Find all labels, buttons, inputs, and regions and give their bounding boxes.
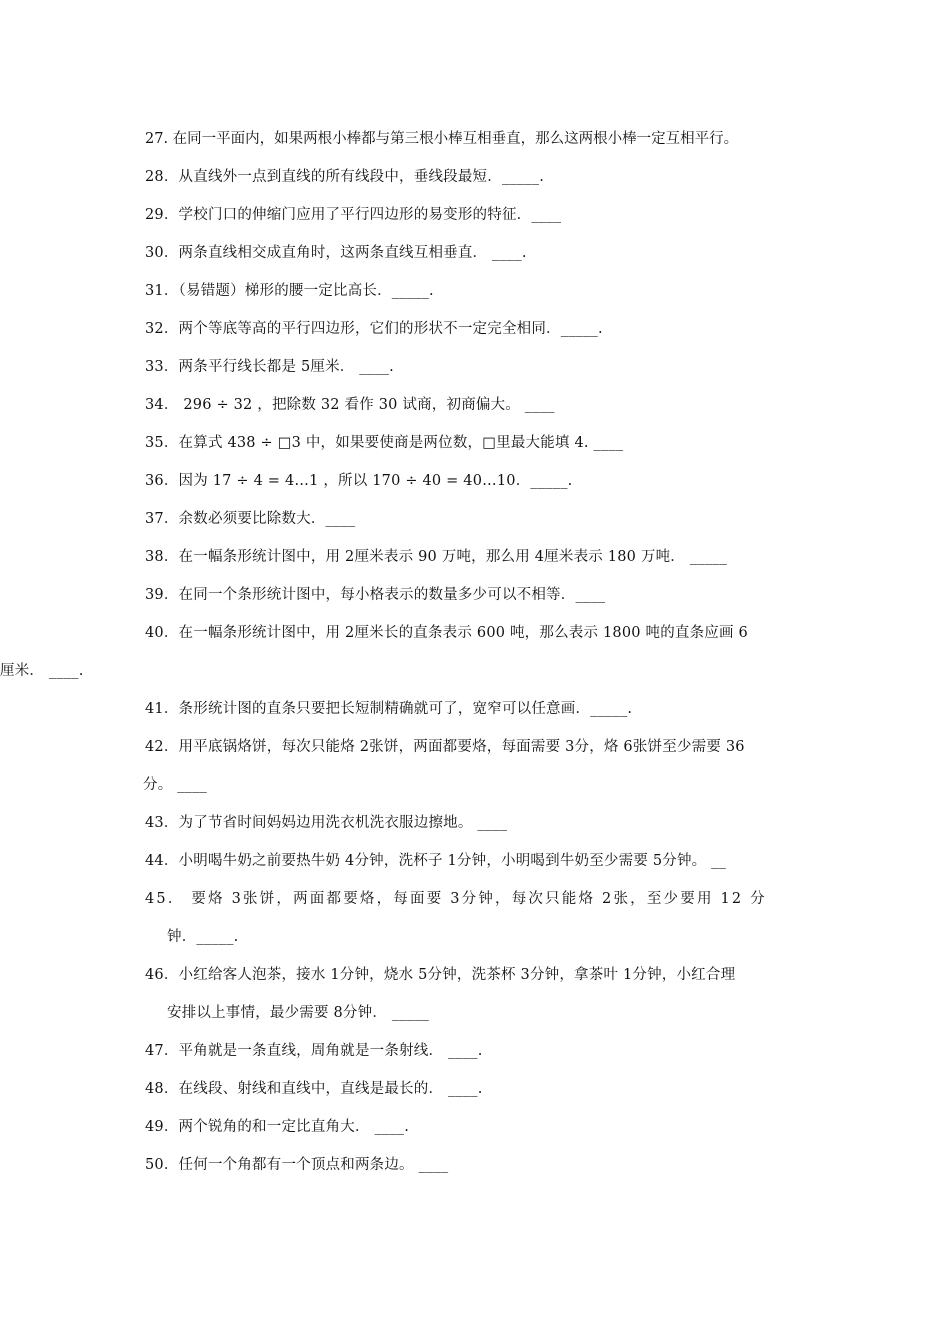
question-31 bbox=[145, 272, 835, 310]
question-text: 35．在算式 438 ÷ □3 中，如果要使商是两位数，□里最大能填 4. ____ bbox=[145, 435, 624, 451]
question-text: 42．用平底锅烙饼，每次只能烙 2张饼，两面都要烙，每面需要 3分，烙 6张饼至少需要 36 bbox=[145, 739, 745, 755]
question-28 bbox=[145, 158, 835, 196]
question-text: 39．在同一个条形统计图中，每小格表示的数量多少可以不相等．____ bbox=[145, 587, 606, 603]
question-36 bbox=[145, 462, 835, 500]
question-50 bbox=[145, 1146, 835, 1184]
question-text: 40．在一幅条形统计图中，用 2厘米长的直条表示 600 吨，那么表示 1800 吨的直条应画 6 bbox=[145, 625, 748, 641]
question-48 bbox=[145, 1070, 835, 1108]
question-continuation: 厘米． ____. bbox=[0, 663, 84, 679]
question-27 bbox=[145, 120, 835, 158]
question-text: 50．任何一个角都有一个顶点和两条边。 ____ bbox=[145, 1157, 449, 1173]
question-text: 31．（易错题）梯形的腰一定比高长．_____. bbox=[145, 283, 434, 299]
question-33 bbox=[145, 348, 835, 386]
question-text: 38．在一幅条形统计图中，用 2厘米表示 90 万吨，那么用 4厘米表示 180 万吨． _____ bbox=[145, 549, 728, 565]
question-text: 37．余数必须要比除数大．____ bbox=[145, 511, 356, 527]
question-text: 43．为了节省时间妈妈边用洗衣机洗衣服边擦地。 ____ bbox=[145, 815, 508, 831]
question-41 bbox=[145, 690, 835, 728]
question-text: 29．学校门口的伸缩门应用了平行四边形的易变形的特征．____ bbox=[145, 207, 562, 223]
question-text: 49．两个锐角的和一定比直角大． ____. bbox=[145, 1119, 410, 1135]
question-49 bbox=[145, 1108, 835, 1146]
question-40 bbox=[0, 614, 835, 690]
question-42 bbox=[145, 728, 835, 804]
question-34 bbox=[145, 386, 835, 424]
question-44 bbox=[145, 842, 835, 880]
question-37 bbox=[145, 500, 835, 538]
question-35 bbox=[145, 424, 835, 462]
question-text: 47．平角就是一条直线，周角就是一条射线． ____. bbox=[145, 1043, 483, 1059]
question-continuation: 安排以上事情，最少需要 8分钟． _____ bbox=[167, 1005, 430, 1021]
question-32 bbox=[145, 310, 835, 348]
question-text: 46．小红给客人泡茶，接水 1分钟，烧水 5分钟，洗茶杯 3分钟，拿茶叶 1分钟，小红合理 bbox=[145, 967, 736, 983]
question-text: 32．两个等底等高的平行四边形，它们的形状不一定完全相同．_____. bbox=[145, 321, 603, 337]
question-30 bbox=[145, 234, 835, 272]
question-29 bbox=[145, 196, 835, 234]
question-text: 30．两条直线相交成直角时，这两条直线互相垂直． ____. bbox=[145, 245, 527, 261]
question-47 bbox=[145, 1032, 835, 1070]
question-text: 33．两条平行线长都是 5厘米． ____. bbox=[145, 359, 394, 375]
question-text: 34． 296 ÷ 32 ，把除数 32 看作 30 试商，初商偏大。 ____ bbox=[145, 397, 555, 413]
question-continuation: 钟．_____. bbox=[167, 929, 239, 945]
question-text: 45． 要烙 3张饼，两面都要烙，每面要 3分钟，每次只能烙 2张，至少要用 12 分 bbox=[145, 891, 767, 907]
question-continuation: 分。 ____ bbox=[143, 777, 208, 793]
question-list bbox=[0, 120, 835, 1184]
question-text: 41．条形统计图的直条只要把长短制精确就可了，宽窄可以任意画．_____. bbox=[145, 701, 633, 717]
question-text: 48．在线段、射线和直线中，直线是最长的． ____. bbox=[145, 1081, 483, 1097]
question-43 bbox=[145, 804, 835, 842]
question-39 bbox=[145, 576, 835, 614]
question-text: 36．因为 17 ÷ 4 = 4…1 ，所以 170 ÷ 40 = 40…10．_____. bbox=[145, 473, 573, 489]
question-text: 27. 在同一平面内，如果两根小棒都与第三根小棒互相垂直，那么这两根小棒一定互相平行。 bbox=[145, 131, 739, 147]
question-text: 44．小明喝牛奶之前要热牛奶 4分钟，洗杯子 1分钟，小明喝到牛奶至少需要 5分钟。 __ bbox=[145, 853, 727, 869]
question-text: 28．从直线外一点到直线的所有线段中，垂线段最短．_____. bbox=[145, 169, 545, 185]
question-46 bbox=[145, 956, 835, 1032]
question-45 bbox=[145, 880, 835, 956]
question-38 bbox=[145, 538, 835, 576]
